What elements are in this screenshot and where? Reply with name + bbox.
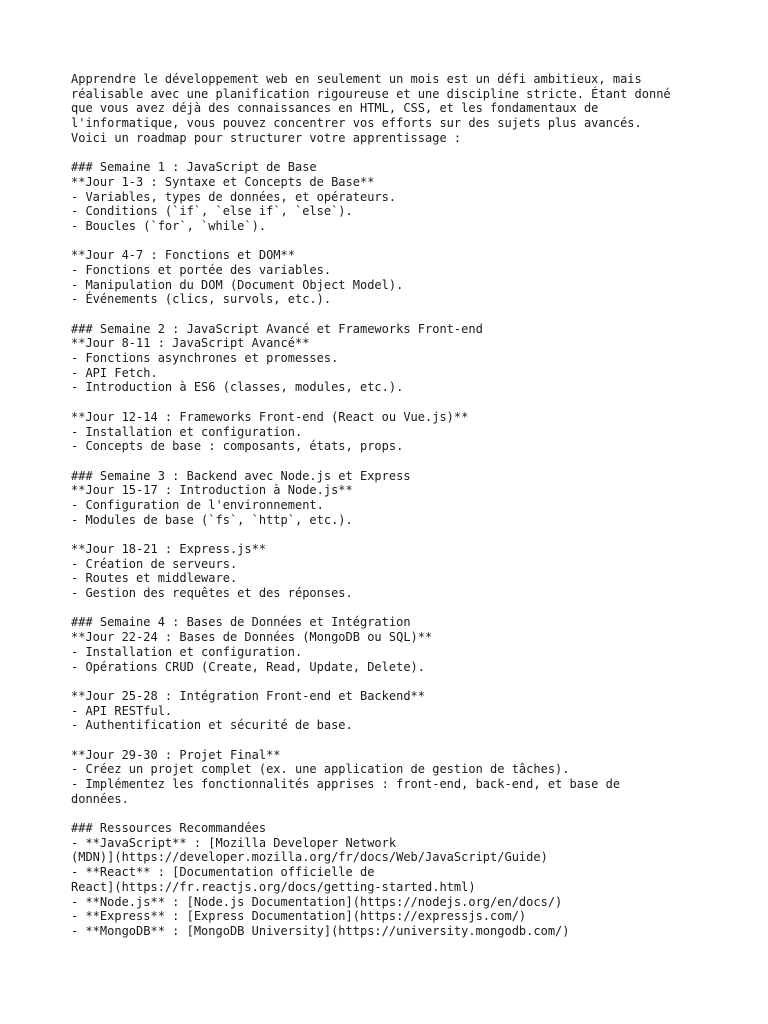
text-line: - Installation et configuration. [71,424,303,439]
text-line: - **JavaScript** : [Mozilla Developer Network [71,835,397,850]
text-line: **Jour 25-28 : Intégration Front-end et Backend** [71,688,426,703]
text-line: - Introduction à ES6 (classes, modules, etc.). [71,380,404,395]
text-line: (MDN)](https://developer.mozilla.org/fr/docs/Web/JavaScript/Guide) [71,850,548,865]
text-line [71,395,711,410]
text-line: **Jour 8-11 : JavaScript Avancé** [71,336,310,351]
text-line: **Jour 1-3 : Syntaxe et Concepts de Base** [71,174,375,189]
text-line: **Jour 18-21 : Express.js** [71,542,267,556]
text-line: - Conditions (`if`, `else if`, `else`). [71,204,353,219]
text-line: - Boucles (`for`, `while`). [71,218,267,233]
text-line: - API Fetch. [71,365,158,380]
text-line [71,234,711,249]
text-line [71,145,711,160]
text-line: **Jour 15-17 : Introduction à Node.js** [71,483,353,498]
text-line [71,674,711,689]
text-line: - Authentification et sécurité de base. [71,718,353,733]
text-line: ### Ressources Recommandées [71,821,267,836]
text-line: ### Semaine 4 : Bases de Données et Intégration [71,615,411,630]
text-line: réalisable avec une planification rigoureuse et une discipline stricte. Étant donné [71,86,671,101]
text-line: - Routes et middleware. [71,571,238,586]
text-line: - Opérations CRUD (Create, Read, Update, Delete). [71,659,426,674]
text-line: - Concepts de base : composants, états, props. [71,439,404,454]
text-line: - API RESTful. [71,703,173,718]
text-line: - Création de serveurs. [71,556,238,571]
text-line: l'informatique, vous pouvez concentrer vos efforts sur des sujets plus avancés. [71,116,642,131]
text-line: données. [71,791,129,806]
text-line: que vous avez déjà des connaissances en HTML, CSS, et les fondamentaux de [71,101,599,116]
text-line: Apprendre le développement web en seulement un mois est un défi ambitieux, mais [71,72,642,86]
text-line: Voici un roadmap pour structurer votre apprentissage : [71,130,462,145]
text-line: **Jour 22-24 : Bases de Données (MongoDB ou SQL)** [71,630,433,645]
text-line [71,454,711,469]
text-line: - Manipulation du DOM (Document Object Model). [71,277,404,292]
text-line: - Gestion des requêtes et des réponses. [71,586,353,601]
text-line: - **Express** : [Express Documentation](https://expressjs.com/) [71,909,527,924]
text-line: - Variables, types de données, et opérateurs. [71,189,397,204]
text-line [71,527,711,542]
text-line [71,601,711,616]
text-line: - **Node.js** : [Node.js Documentation](https://nodejs.org/en/docs/) [71,894,563,909]
text-line: - Créez un projet complet (ex. une application de gestion de tâches). [71,762,570,777]
text-line: - Implémentez les fonctionnalités apprises : front-end, back-end, et base de [71,777,621,791]
text-line: - **MongoDB** : [MongoDB University](https://university.mongodb.com/) [71,923,570,938]
text-line: React](https://fr.reactjs.org/docs/getting-started.html) [71,879,476,894]
document-body-text [71,72,711,939]
text-line: ### Semaine 3 : Backend avec Node.js et Express [71,468,411,483]
text-line: **Jour 29-30 : Projet Final** [71,747,281,762]
text-line [71,733,711,748]
text-line: **Jour 4-7 : Fonctions et DOM** [71,248,295,263]
text-line: ### Semaine 2 : JavaScript Avancé et Frameworks Front-end [71,321,483,336]
text-line [71,806,711,821]
text-line: - Fonctions asynchrones et promesses. [71,351,339,366]
text-line: ### Semaine 1 : JavaScript de Base [71,160,317,175]
text-line: - Installation et configuration. [71,644,303,659]
text-line [71,307,711,322]
text-line: - Configuration de l'environnement. [71,497,324,512]
text-line: - Modules de base (`fs`, `http`, etc.). [71,512,353,527]
text-line: - Événements (clics, survols, etc.). [71,292,332,307]
text-line: - **React** : [Documentation officielle de [71,865,375,880]
text-line: - Fonctions et portée des variables. [71,262,332,277]
text-line: **Jour 12-14 : Frameworks Front-end (React ou Vue.js)** [71,409,469,424]
